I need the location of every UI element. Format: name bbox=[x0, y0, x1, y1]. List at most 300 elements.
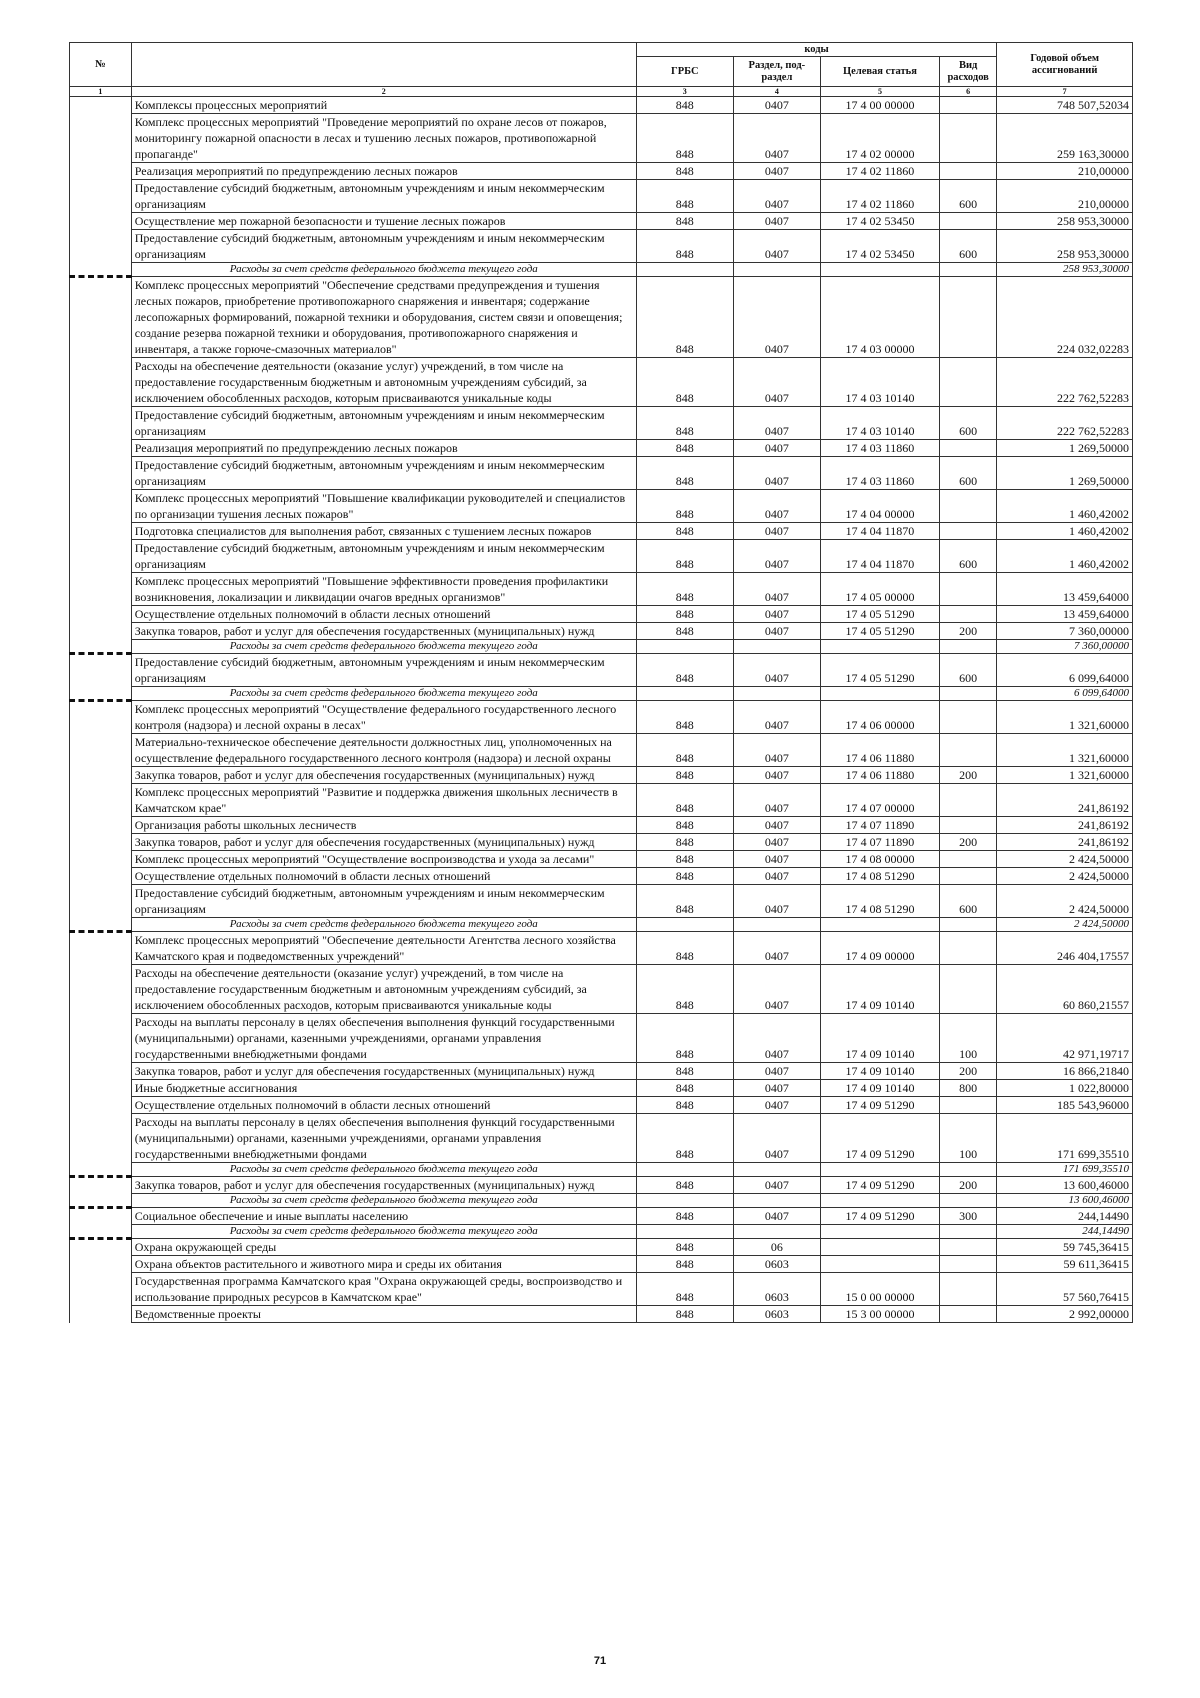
section-cell bbox=[733, 918, 820, 932]
row-name: Закупка товаров, работ и услуг для обеспечения государственных (муниципальных) нужд bbox=[131, 767, 636, 784]
grbs-cell: 848 bbox=[636, 767, 733, 784]
table-row bbox=[70, 1256, 1133, 1273]
row-number-cell bbox=[70, 654, 132, 687]
header-target: Целевая статья bbox=[820, 57, 939, 87]
header-index-row bbox=[70, 87, 1133, 97]
table-row bbox=[70, 490, 1133, 523]
table-row bbox=[70, 868, 1133, 885]
row-number-cell bbox=[70, 834, 132, 851]
row-name: Комплекс процессных мероприятий "Развитие и поддержка движения школьных лесничеств в Камчатском крае" bbox=[131, 784, 636, 817]
target-cell: 17 4 02 53450 bbox=[820, 213, 939, 230]
row-number-cell bbox=[70, 1225, 132, 1239]
header-name bbox=[131, 43, 636, 87]
grbs-cell: 848 bbox=[636, 114, 733, 163]
section-cell bbox=[733, 640, 820, 654]
table-row bbox=[70, 1114, 1133, 1163]
grbs-cell: 848 bbox=[636, 1063, 733, 1080]
type-cell bbox=[940, 932, 997, 965]
target-cell: 17 4 08 00000 bbox=[820, 851, 939, 868]
grbs-cell: 848 bbox=[636, 523, 733, 540]
table-row bbox=[70, 440, 1133, 457]
grbs-cell: 848 bbox=[636, 734, 733, 767]
amount-cell: 59 611,36415 bbox=[997, 1256, 1133, 1273]
row-name: Комплекс процессных мероприятий "Повышение эффективности проведения профилактики возникновения, локализации и ликвидации очагов вредных организмов" bbox=[131, 573, 636, 606]
table-row bbox=[70, 1014, 1133, 1063]
type-cell: 200 bbox=[940, 767, 997, 784]
amount-cell: 13 600,46000 bbox=[997, 1194, 1133, 1208]
type-cell bbox=[940, 1097, 997, 1114]
grbs-cell: 848 bbox=[636, 784, 733, 817]
grbs-cell: 848 bbox=[636, 457, 733, 490]
row-number-cell bbox=[70, 885, 132, 918]
row-number-cell bbox=[70, 230, 132, 263]
table-row bbox=[70, 1080, 1133, 1097]
note-row bbox=[70, 1163, 1133, 1177]
type-cell bbox=[940, 490, 997, 523]
grbs-cell: 848 bbox=[636, 1273, 733, 1306]
type-cell bbox=[940, 163, 997, 180]
row-number-cell bbox=[70, 734, 132, 767]
target-cell: 17 4 07 11890 bbox=[820, 817, 939, 834]
section-cell bbox=[733, 1163, 820, 1177]
index-cell: 5 bbox=[820, 87, 939, 97]
target-cell: 17 4 02 53450 bbox=[820, 230, 939, 263]
grbs-cell: 848 bbox=[636, 1256, 733, 1273]
row-number-cell bbox=[70, 868, 132, 885]
table-row bbox=[70, 540, 1133, 573]
note-text: Расходы за счет средств федерального бюджета текущего года bbox=[131, 640, 636, 654]
target-cell: 17 4 05 51290 bbox=[820, 623, 939, 640]
row-number-cell bbox=[70, 1080, 132, 1097]
row-name: Закупка товаров, работ и услуг для обеспечения государственных (муниципальных) нужд bbox=[131, 623, 636, 640]
amount-cell: 42 971,19717 bbox=[997, 1014, 1133, 1063]
row-number-cell bbox=[70, 623, 132, 640]
row-number-cell bbox=[70, 1256, 132, 1273]
row-name: Предоставление субсидий бюджетным, автономным учреждениям и иным некоммерческим организациям bbox=[131, 654, 636, 687]
amount-cell: 210,00000 bbox=[997, 163, 1133, 180]
amount-cell: 222 762,52283 bbox=[997, 358, 1133, 407]
type-cell: 100 bbox=[940, 1114, 997, 1163]
section-cell: 0407 bbox=[733, 606, 820, 623]
grbs-cell bbox=[636, 1225, 733, 1239]
section-cell bbox=[733, 687, 820, 701]
table-row bbox=[70, 1306, 1133, 1323]
grbs-cell bbox=[636, 263, 733, 277]
row-name: Предоставление субсидий бюджетным, автономным учреждениям и иным некоммерческим организациям bbox=[131, 457, 636, 490]
section-cell: 0407 bbox=[733, 701, 820, 734]
target-cell: 17 4 06 11880 bbox=[820, 734, 939, 767]
grbs-cell: 848 bbox=[636, 654, 733, 687]
target-cell: 17 4 09 10140 bbox=[820, 1014, 939, 1063]
row-name: Осуществление мер пожарной безопасности и тушение лесных пожаров bbox=[131, 213, 636, 230]
type-cell bbox=[940, 1163, 997, 1177]
target-cell: 17 4 00 00000 bbox=[820, 97, 939, 114]
grbs-cell: 848 bbox=[636, 623, 733, 640]
table-row bbox=[70, 834, 1133, 851]
row-name: Комплекс процессных мероприятий "Осуществление воспроизводства и ухода за лесами" bbox=[131, 851, 636, 868]
row-number-cell bbox=[70, 358, 132, 407]
grbs-cell: 848 bbox=[636, 180, 733, 213]
row-name: Расходы на выплаты персоналу в целях обеспечения выполнения функций государственными (муниципальными) органами, казенными учреждениями, органами управления государственными внебюджетными фондами bbox=[131, 1014, 636, 1063]
section-cell: 0603 bbox=[733, 1256, 820, 1273]
type-cell: 600 bbox=[940, 407, 997, 440]
section-cell: 0407 bbox=[733, 523, 820, 540]
target-cell: 17 4 06 00000 bbox=[820, 701, 939, 734]
amount-cell: 210,00000 bbox=[997, 180, 1133, 213]
amount-cell: 748 507,52034 bbox=[997, 97, 1133, 114]
target-cell bbox=[820, 263, 939, 277]
target-cell: 17 4 05 51290 bbox=[820, 606, 939, 623]
index-cell: 2 bbox=[131, 87, 636, 97]
type-cell bbox=[940, 817, 997, 834]
type-cell bbox=[940, 687, 997, 701]
type-cell bbox=[940, 1273, 997, 1306]
row-number-cell bbox=[70, 540, 132, 573]
grbs-cell: 848 bbox=[636, 701, 733, 734]
table-row bbox=[70, 1097, 1133, 1114]
row-name: Материально-техническое обеспечение деятельности должностных лиц, уполномоченных на осуществление федерального государственного лесного контроля (надзора) и лесной охраны bbox=[131, 734, 636, 767]
target-cell bbox=[820, 687, 939, 701]
table-row bbox=[70, 1063, 1133, 1080]
grbs-cell bbox=[636, 1194, 733, 1208]
section-cell bbox=[733, 1225, 820, 1239]
section-cell: 0603 bbox=[733, 1306, 820, 1323]
amount-cell: 241,86192 bbox=[997, 784, 1133, 817]
row-name: Государственная программа Камчатского края "Охрана окружающей среды, воспроизводство и использование природных ресурсов в Камчатском крае" bbox=[131, 1273, 636, 1306]
page-number: 71 bbox=[593, 1655, 607, 1667]
type-cell: 200 bbox=[940, 834, 997, 851]
table-row bbox=[70, 965, 1133, 1014]
row-number-cell bbox=[70, 263, 132, 277]
type-cell bbox=[940, 606, 997, 623]
grbs-cell: 848 bbox=[636, 163, 733, 180]
type-cell bbox=[940, 1306, 997, 1323]
row-name: Реализация мероприятий по предупреждению лесных пожаров bbox=[131, 163, 636, 180]
section-cell: 0407 bbox=[733, 654, 820, 687]
table-row bbox=[70, 1208, 1133, 1225]
row-number-cell bbox=[70, 490, 132, 523]
header-volume: Годовой объем ассигнований bbox=[997, 43, 1133, 87]
row-name: Комплексы процессных мероприятий bbox=[131, 97, 636, 114]
section-cell bbox=[733, 263, 820, 277]
type-cell bbox=[940, 1239, 997, 1256]
amount-cell: 246 404,17557 bbox=[997, 932, 1133, 965]
amount-cell: 1 321,60000 bbox=[997, 701, 1133, 734]
amount-cell: 1 321,60000 bbox=[997, 734, 1133, 767]
section-cell: 0407 bbox=[733, 868, 820, 885]
section-cell: 0407 bbox=[733, 851, 820, 868]
amount-cell: 2 424,50000 bbox=[997, 868, 1133, 885]
target-cell: 17 4 09 00000 bbox=[820, 932, 939, 965]
type-cell: 600 bbox=[940, 230, 997, 263]
target-cell: 17 4 09 10140 bbox=[820, 1063, 939, 1080]
row-name: Закупка товаров, работ и услуг для обеспечения государственных (муниципальных) нужд bbox=[131, 1063, 636, 1080]
type-cell bbox=[940, 918, 997, 932]
grbs-cell bbox=[636, 687, 733, 701]
row-number-cell bbox=[70, 1208, 132, 1225]
row-name: Иные бюджетные ассигнования bbox=[131, 1080, 636, 1097]
grbs-cell: 848 bbox=[636, 1097, 733, 1114]
index-cell: 6 bbox=[940, 87, 997, 97]
type-cell bbox=[940, 965, 997, 1014]
grbs-cell bbox=[636, 640, 733, 654]
type-cell bbox=[940, 868, 997, 885]
section-cell: 0407 bbox=[733, 965, 820, 1014]
type-cell bbox=[940, 1194, 997, 1208]
grbs-cell: 848 bbox=[636, 407, 733, 440]
table-row bbox=[70, 654, 1133, 687]
row-name: Предоставление субсидий бюджетным, автономным учреждениям и иным некоммерческим организациям bbox=[131, 407, 636, 440]
type-cell bbox=[940, 523, 997, 540]
target-cell: 17 4 03 10140 bbox=[820, 358, 939, 407]
type-cell bbox=[940, 1256, 997, 1273]
row-name: Расходы на обеспечение деятельности (оказание услуг) учреждений, в том числе на предоставление государственным бюджетным и автономным учреждениям субсидий, за исключением обособленных расходов, которым присваиваются уникальные коды bbox=[131, 965, 636, 1014]
section-cell: 0407 bbox=[733, 932, 820, 965]
type-cell bbox=[940, 263, 997, 277]
grbs-cell: 848 bbox=[636, 868, 733, 885]
row-name: Осуществление отдельных полномочий в области лесных отношений bbox=[131, 1097, 636, 1114]
amount-cell: 258 953,30000 bbox=[997, 213, 1133, 230]
type-cell bbox=[940, 114, 997, 163]
row-name: Социальное обеспечение и иные выплаты населению bbox=[131, 1208, 636, 1225]
amount-cell: 2 424,50000 bbox=[997, 918, 1133, 932]
row-name: Реализация мероприятий по предупреждению лесных пожаров bbox=[131, 440, 636, 457]
amount-cell: 259 163,30000 bbox=[997, 114, 1133, 163]
row-number-cell bbox=[70, 1239, 132, 1256]
grbs-cell: 848 bbox=[636, 1177, 733, 1194]
row-number-cell bbox=[70, 1114, 132, 1163]
row-name: Расходы на обеспечение деятельности (оказание услуг) учреждений, в том числе на предоставление государственным бюджетным и автономным учреждениям субсидий, за исключением обособленных расходов, которым присваиваются уникальные коды bbox=[131, 358, 636, 407]
table-row bbox=[70, 784, 1133, 817]
grbs-cell: 848 bbox=[636, 932, 733, 965]
row-name: Комплекс процессных мероприятий "Осуществление федерального государственного лесного контроля (надзора) и лесной охраны в лесах" bbox=[131, 701, 636, 734]
section-cell: 0407 bbox=[733, 573, 820, 606]
grbs-cell: 848 bbox=[636, 1208, 733, 1225]
amount-cell: 1 460,42002 bbox=[997, 490, 1133, 523]
table-row bbox=[70, 230, 1133, 263]
index-cell: 3 bbox=[636, 87, 733, 97]
target-cell: 15 0 00 00000 bbox=[820, 1273, 939, 1306]
note-row bbox=[70, 263, 1133, 277]
section-cell: 0407 bbox=[733, 97, 820, 114]
amount-cell: 6 099,64000 bbox=[997, 687, 1133, 701]
grbs-cell: 848 bbox=[636, 277, 733, 358]
row-number-cell bbox=[70, 114, 132, 163]
type-cell bbox=[940, 440, 997, 457]
table-row bbox=[70, 457, 1133, 490]
target-cell: 17 4 06 11880 bbox=[820, 767, 939, 784]
type-cell bbox=[940, 573, 997, 606]
target-cell: 15 3 00 00000 bbox=[820, 1306, 939, 1323]
row-name: Предоставление субсидий бюджетным, автономным учреждениям и иным некоммерческим организациям bbox=[131, 885, 636, 918]
budget-table bbox=[69, 42, 1133, 1323]
section-cell: 0407 bbox=[733, 834, 820, 851]
type-cell: 100 bbox=[940, 1014, 997, 1063]
grbs-cell: 848 bbox=[636, 1114, 733, 1163]
header-type: Вид расходов bbox=[940, 57, 997, 87]
table-row bbox=[70, 523, 1133, 540]
section-cell: 0407 bbox=[733, 1097, 820, 1114]
row-name: Ведомственные проекты bbox=[131, 1306, 636, 1323]
section-cell: 0407 bbox=[733, 1014, 820, 1063]
target-cell: 17 4 03 10140 bbox=[820, 407, 939, 440]
row-number-cell bbox=[70, 1014, 132, 1063]
amount-cell: 59 745,36415 bbox=[997, 1239, 1133, 1256]
amount-cell: 224 032,02283 bbox=[997, 277, 1133, 358]
row-number-cell bbox=[70, 277, 132, 358]
row-number-cell bbox=[70, 573, 132, 606]
section-cell: 0407 bbox=[733, 1208, 820, 1225]
type-cell: 600 bbox=[940, 457, 997, 490]
type-cell bbox=[940, 1225, 997, 1239]
amount-cell: 1 269,50000 bbox=[997, 440, 1133, 457]
amount-cell: 7 360,00000 bbox=[997, 640, 1133, 654]
amount-cell: 222 762,52283 bbox=[997, 407, 1133, 440]
target-cell: 17 4 04 00000 bbox=[820, 490, 939, 523]
note-text: Расходы за счет средств федерального бюджета текущего года bbox=[131, 1225, 636, 1239]
type-cell bbox=[940, 734, 997, 767]
row-name: Расходы на выплаты персоналу в целях обеспечения выполнения функций государственными (муниципальными) органами, казенными учреждениями, органами управления государственными внебюджетными фондами bbox=[131, 1114, 636, 1163]
type-cell: 200 bbox=[940, 623, 997, 640]
type-cell bbox=[940, 851, 997, 868]
row-number-cell bbox=[70, 457, 132, 490]
row-number-cell bbox=[70, 1177, 132, 1194]
grbs-cell: 848 bbox=[636, 358, 733, 407]
row-number-cell bbox=[70, 932, 132, 965]
row-number-cell bbox=[70, 1194, 132, 1208]
table-row bbox=[70, 817, 1133, 834]
target-cell: 17 4 02 11860 bbox=[820, 180, 939, 213]
amount-cell: 244,14490 bbox=[997, 1208, 1133, 1225]
amount-cell: 258 953,30000 bbox=[997, 263, 1133, 277]
index-cell: 1 bbox=[70, 87, 132, 97]
row-number-cell bbox=[70, 213, 132, 230]
row-number-cell bbox=[70, 180, 132, 213]
target-cell bbox=[820, 1239, 939, 1256]
table-row bbox=[70, 358, 1133, 407]
target-cell: 17 4 08 51290 bbox=[820, 868, 939, 885]
section-cell: 0407 bbox=[733, 407, 820, 440]
type-cell: 600 bbox=[940, 654, 997, 687]
grbs-cell: 848 bbox=[636, 573, 733, 606]
row-number-cell bbox=[70, 1063, 132, 1080]
grbs-cell: 848 bbox=[636, 1239, 733, 1256]
table-row bbox=[70, 1239, 1133, 1256]
amount-cell: 2 424,50000 bbox=[997, 851, 1133, 868]
target-cell: 17 4 09 51290 bbox=[820, 1177, 939, 1194]
section-cell: 0407 bbox=[733, 230, 820, 263]
section-cell: 0407 bbox=[733, 1177, 820, 1194]
row-number-cell bbox=[70, 1097, 132, 1114]
amount-cell: 13 600,46000 bbox=[997, 1177, 1133, 1194]
row-number-cell bbox=[70, 97, 132, 114]
type-cell bbox=[940, 701, 997, 734]
table-row bbox=[70, 163, 1133, 180]
amount-cell: 13 459,64000 bbox=[997, 573, 1133, 606]
grbs-cell: 848 bbox=[636, 834, 733, 851]
amount-cell: 2 992,00000 bbox=[997, 1306, 1133, 1323]
note-text: Расходы за счет средств федерального бюджета текущего года bbox=[131, 1163, 636, 1177]
section-cell: 0407 bbox=[733, 457, 820, 490]
section-cell: 0407 bbox=[733, 734, 820, 767]
target-cell: 17 4 07 11890 bbox=[820, 834, 939, 851]
target-cell: 17 4 02 11860 bbox=[820, 163, 939, 180]
row-name: Осуществление отдельных полномочий в области лесных отношений bbox=[131, 606, 636, 623]
section-cell: 0407 bbox=[733, 114, 820, 163]
target-cell: 17 4 05 51290 bbox=[820, 654, 939, 687]
table-row bbox=[70, 114, 1133, 163]
table-row bbox=[70, 885, 1133, 918]
row-number-cell bbox=[70, 851, 132, 868]
amount-cell: 13 459,64000 bbox=[997, 606, 1133, 623]
row-number-cell bbox=[70, 440, 132, 457]
target-cell: 17 4 03 11860 bbox=[820, 457, 939, 490]
row-number-cell bbox=[70, 965, 132, 1014]
table-row bbox=[70, 213, 1133, 230]
table-row bbox=[70, 767, 1133, 784]
note-text: Расходы за счет средств федерального бюджета текущего года bbox=[131, 263, 636, 277]
note-row bbox=[70, 640, 1133, 654]
target-cell bbox=[820, 918, 939, 932]
row-number-cell bbox=[70, 767, 132, 784]
grbs-cell: 848 bbox=[636, 817, 733, 834]
row-name: Подготовка специалистов для выполнения работ, связанных с тушением лесных пожаров bbox=[131, 523, 636, 540]
header-codes: коды bbox=[636, 43, 997, 57]
grbs-cell: 848 bbox=[636, 97, 733, 114]
grbs-cell: 848 bbox=[636, 540, 733, 573]
row-name: Предоставление субсидий бюджетным, автономным учреждениям и иным некоммерческим организациям bbox=[131, 230, 636, 263]
section-cell: 0603 bbox=[733, 1273, 820, 1306]
table-row bbox=[70, 623, 1133, 640]
row-name: Закупка товаров, работ и услуг для обеспечения государственных (муниципальных) нужд bbox=[131, 834, 636, 851]
grbs-cell: 848 bbox=[636, 606, 733, 623]
type-cell bbox=[940, 784, 997, 817]
note-row bbox=[70, 1194, 1133, 1208]
row-number-cell bbox=[70, 918, 132, 932]
amount-cell: 60 860,21557 bbox=[997, 965, 1133, 1014]
amount-cell: 185 543,96000 bbox=[997, 1097, 1133, 1114]
budget-sheet bbox=[69, 42, 1133, 1323]
target-cell: 17 4 09 10140 bbox=[820, 1080, 939, 1097]
grbs-cell: 848 bbox=[636, 885, 733, 918]
grbs-cell: 848 bbox=[636, 490, 733, 523]
amount-cell: 244,14490 bbox=[997, 1225, 1133, 1239]
type-cell: 200 bbox=[940, 1063, 997, 1080]
section-cell: 0407 bbox=[733, 490, 820, 523]
table-row bbox=[70, 932, 1133, 965]
target-cell: 17 4 09 51290 bbox=[820, 1114, 939, 1163]
row-number-cell bbox=[70, 606, 132, 623]
row-name: Осуществление отдельных полномочий в области лесных отношений bbox=[131, 868, 636, 885]
section-cell: 0407 bbox=[733, 767, 820, 784]
target-cell: 17 4 08 51290 bbox=[820, 885, 939, 918]
table-row bbox=[70, 606, 1133, 623]
row-number-cell bbox=[70, 640, 132, 654]
section-cell bbox=[733, 1194, 820, 1208]
section-cell: 0407 bbox=[733, 440, 820, 457]
target-cell bbox=[820, 640, 939, 654]
target-cell: 17 4 05 00000 bbox=[820, 573, 939, 606]
section-cell: 0407 bbox=[733, 623, 820, 640]
section-cell: 0407 bbox=[733, 1114, 820, 1163]
type-cell bbox=[940, 358, 997, 407]
section-cell: 0407 bbox=[733, 784, 820, 817]
section-cell: 0407 bbox=[733, 213, 820, 230]
note-text: Расходы за счет средств федерального бюджета текущего года bbox=[131, 1194, 636, 1208]
header-section: Раздел, под-раздел bbox=[733, 57, 820, 87]
row-name: Организация работы школьных лесничеств bbox=[131, 817, 636, 834]
row-number-cell bbox=[70, 523, 132, 540]
